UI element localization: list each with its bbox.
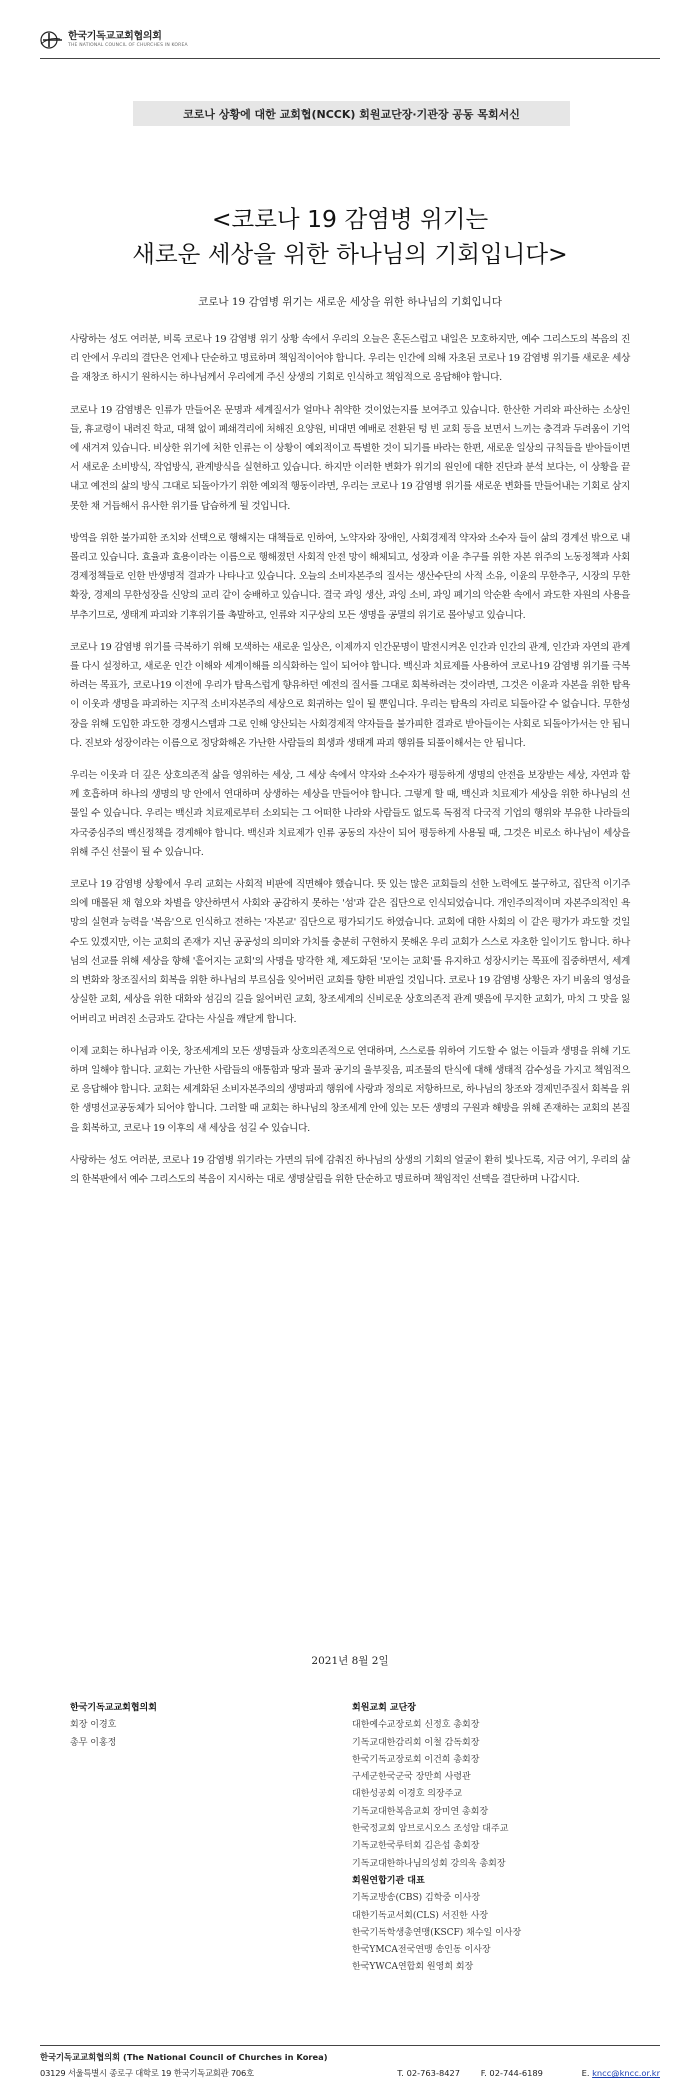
paragraph: 사랑하는 성도 여러분, 비록 코로나 19 감염병 위기 상황 속에서 우리의 오늘은 혼돈스럽고 내일은 모호하지만, 예수 그리스도의 복음의 진리 안에서 우리의 결단은 언제나 단순하고 명료하며 책임적이어야 합니다. 우리는 인간에 의해 자초된 코로나 19 감염병 위기를 새로운 세상을 재창조 하시기 원하시는 하나님께서 우리에게 주신 상생의 기회로 인식하고 책임적으로 응답해야 합니다. <box>70 334 630 384</box>
org-name: 한국기독교교회협의회 <box>68 30 162 42</box>
signatory: 회장 이경호 <box>70 1720 117 1731</box>
footer-address: 03129 서울특별시 종로구 대학로 19 한국기독교회관 706호 <box>40 2068 254 2078</box>
paragraph: 우리는 이웃과 더 깊은 상호의존적 삶을 영위하는 세상, 그 세상 속에서 약자와 소수자가 평등하게 생명의 안전을 보장받는 세상, 자연과 함께 호흡하며 하나의 생명의 망 안에서 연대하며 상생하는 세상을 만들어야 합니다. 그렇게 할 때, 백신과 치료제가 세상을 위한 하나님의 선물일 수 있습니다. 우리는 백신과 치료제로부터 소외되는 그 어떠한 나라와 사람들도 없도록 독점적 다국적 기업의 행위와 부유한 나라들의 자국중심주의 백신정책을 경계해야 합니다. 백신과 치료제가 인류 공동의 자산이 되어 평등하게 사용될 때, 그것은 비로소 하나님이 세상을 위해 주신 선물이 될 수 있습니다. <box>70 770 630 858</box>
signatory-heading-agencies: 회원연합기관 대표 <box>352 1875 425 1886</box>
letter-date: 2021년 8월 2일 <box>311 1655 389 1667</box>
paragraph: 코로나 19 감염병 상황에서 우리 교회는 사회적 비판에 직면해야 했습니다. 뜻 있는 많은 교회들의 선한 노력에도 불구하고, 집단적 이기주의에 매몰된 채 혐오와 차별을 양산하면서 사회와 공감하지 못하는 '섬'과 같은 집단으로 인식되었습니다. 개인주의적이며 자본주의적인 욕망의 실현과 능력을 '복음'으로 인식하고 전하는 '자본교' 집단으로 평가되기도 하였습니다. 교회에 대한 사회의 이 같은 평가가 과도할 것일 수도 있겠지만, 이는 교회의 존재가 지닌 공공성의 의미와 가치를 충분히 구현하지 못해온 우리 교회가 스스로 자초한 일이기도 합니다. 하나님의 선교를 위해 세상을 향해 '흩어지는 교회'의 사명을 망각한 채, 제도화된 '모이는 교회'를 유지하고 성장시키는 목표에 집중하면서, 세계의 변화와 창조질서의 회복을 위한 하나님의 부르심을 잊어버린 교회를 향한 비판일 것입니다. 코로나 19 감염병 상황은 자기 비움의 영성을 상실한 교회, 세상을 위한 대화와 섬김의 길을 잃어버린 교회, 창조세계의 신비로운 상호의존적 관계 맺음에 무지한 교회가, 마치 그 맛을 잃어버리고 버려진 소금과도 같다는 사실을 깨닫게 합니다. <box>70 879 630 1025</box>
signatory: 대한예수교장로회 신정호 총회장 <box>352 1720 480 1731</box>
letter-banner: 코로나 상황에 대한 교회협(NCCK) 회원교단장·기관장 공동 목회서신 <box>133 101 570 126</box>
paragraph: 이제 교회는 하나님과 이웃, 창조세계의 모든 생명들과 상호의존적으로 연대하며, 스스로를 위하여 기도할 수 없는 이들과 생명을 위해 기도하며 일해야 합니다. 교회는 가난한 사람들의 애통함과 땅과 물과 공기의 울부짖음, 피조물의 탄식에 대해 생태적 감수성을 가지고 책임적으로 응답해야 합니다. 교회는 세계화된 소비자본주의의 생명파괴 행위에 사랑과 정의로 저항하므로, 하나님의 창조와 경제민주질서 회복을 위한 생명선교공동체가 되어야 합니다. 그러할 때 교회는 하나님의 창조세계 안에 있는 모든 생명의 구원과 해방을 위해 존재하는 교회의 본질을 회복하고, 코로나 19 이후의 새 세상을 섬길 수 있습니다. <box>70 1045 630 1134</box>
signatory: 기독교대한감리회 이철 감독회장 <box>352 1737 480 1748</box>
footer-email-label: E. <box>581 2068 590 2078</box>
footer-fax: F. 02-744-6189 <box>480 2068 543 2078</box>
org-name-en: THE NATIONAL COUNCIL OF CHURCHES IN KOREA <box>68 42 188 48</box>
footer-email-group <box>564 2068 660 2078</box>
signatory: 기독교대한복음교회 장미연 총회장 <box>352 1806 489 1817</box>
subtitle: 코로나 19 감염병 위기는 새로운 세상을 위한 하나님의 기회입니다 <box>198 296 502 308</box>
signatory: 총무 이홍정 <box>70 1737 117 1748</box>
header-divider <box>40 58 660 59</box>
signatory: 대한성공회 이경호 의장주교 <box>352 1789 463 1800</box>
footer-org-name: 한국기독교교회협의회 (The National Council of Churches in Korea) <box>40 2052 328 2062</box>
footer-tel: T. 02-763-8427 <box>397 2068 461 2078</box>
footer-divider <box>40 2045 660 2046</box>
ncck-logo <box>40 30 188 50</box>
signatory: 한국YMCA전국연맹 송인동 이사장 <box>352 1945 491 1956</box>
main-title-line-2: 새로운 세상을 위한 하나님의 기회입니다> <box>132 240 568 268</box>
paragraph: 코로나 19 감염병 위기를 극복하기 위해 모색하는 새로운 일상은, 이제까지 인간문명이 발전시켜온 인간과 인간의 관계, 인간과 자연의 관계를 다시 설정하고, 새로운 인간 이해와 세계이해를 의식화하는 일이 되어야 합니다. 백신과 치료제를 사용하여 코로나19 감염병 위기를 극복하려는 목표가, 코로나19 이전에 우리가 탐욕스럽게 향유하던 예전의 질서를 그대로 회복하려는 것이라면, 그것은 이윤과 자본을 위한 탐욕이 이웃과 생명을 파괴하는 지구적 소비자본주의 세상으로 회귀하는 일이 될 뿐입니다. 우리는 탐욕의 자리로 되돌아갈 수 없습니다. 무한성장을 위해 도입한 과도한 경쟁시스템과 그로 인해 양산되는 사회경제적 약자들을 불가피한 결과로 받아들이는 사회로 되돌아가서는 안 됩니다. 진보와 성장이라는 이름으로 정당화해온 가난한 사람들의 희생과 생태계 파괴 행위를 되풀이해서는 안 됩니다. <box>70 641 630 749</box>
signatory: 대한기독교서회(CLS) 서진한 사장 <box>352 1910 489 1921</box>
main-title-line-1: <코로나 19 감염병 위기는 <box>211 205 489 233</box>
signatory: 구세군한국군국 장만희 사령관 <box>352 1772 471 1783</box>
signatory: 한국기독학생총연맹(KSCF) 채수일 이사장 <box>352 1927 522 1938</box>
paragraph: 방역을 위한 불가피한 조치와 선택으로 행해지는 대책들로 인하여, 노약자와 장애인, 사회경제적 약자와 소수자 들이 삶의 경계선 밖으로 내몰리고 있습니다. 효율과 효용이라는 이름으로 행해졌던 사회적 안전 망이 해체되고, 성장과 이윤 추구를 위한 자본 위주의 노동정책과 사회경제정책들로 인한 반생명적 결과가 나타나고 있습니다. 오늘의 소비자본주의 질서는 생산수단의 사적 소유, 이윤의 무한추구, 시장의 무한확장, 경제의 무한성장을 신앙의 교리 같이 숭배하고 있습니다. 결국 과잉 생산, 과잉 소비, 과잉 폐기의 악순환 속에서 과도한 자원의 사용을 부추기므로, 생태계 파괴와 기후위기를 촉발하고, 인류와 지구상의 모든 생명을 공멸의 위기로 몰아넣고 있습니다. <box>70 532 630 621</box>
paragraph: 사랑하는 성도 여러분, 코로나 19 감염병 위기라는 가면의 뒤에 감춰진 하나님의 상생의 기회의 얼굴이 환히 빛나도록, 지금 여기, 우리의 삶의 한복판에서 예수 그리스도의 복음이 지시하는 대로 생명살림을 위한 단순하고 명료하며 책임적인 선택을 결단하며 나갑시다. <box>70 1154 630 1185</box>
footer-email-link[interactable]: kncc@kncc.or.kr <box>592 2068 660 2078</box>
signatory: 한국YWCA연합회 원영희 회장 <box>352 1962 474 1973</box>
signatory-heading: 한국기독교교회협의회 <box>70 1703 157 1713</box>
letter-body <box>70 330 630 1202</box>
signatory: 기독교한국루터회 김은섭 총회장 <box>352 1841 480 1852</box>
footer <box>40 2050 660 2080</box>
ncck-cross-logo-icon <box>40 30 64 50</box>
signatory: 기독교대한하나님의성회 강의욱 총회장 <box>352 1858 506 1869</box>
signatory-heading: 회원교회 교단장 <box>352 1703 416 1713</box>
paragraph: 코로나 19 감염병은 인류가 만들어온 문명과 세계질서가 얼마나 취약한 것이었는지를 보여주고 있습니다. 한산한 거리와 파산하는 소상인들, 휴교령이 내려진 학교, 대책 없이 폐쇄격리에 처해진 요양원, 비대면 예배로 전환된 텅 빈 교회 등을 보면서 느끼는 충격과 두려움이 기억에 새겨져 있습니다. 비상한 위기에 처한 인류는 이 상황이 예외적이고 특별한 것이 되기를 바라는 한편, 새로운 일상의 규칙들을 받아들이면서 새로운 소비방식, 작업방식, 관계방식을 실현하고 있습니다. 하지만 이러한 변화가 위기의 원인에 대한 진단과 분석 보다는, 이 상황을 끝내고 예전의 삶의 방식 그대로 되돌아가기 위한 예외적 행동이라면, 우리는 코로나 19 감염병 위기를 새로운 변화를 만들어내는 기회로 삼지 못한 채 거듭해서 유사한 위기를 답습하게 될 것입니다. <box>70 404 630 512</box>
signatory: 한국기독교장로회 이건희 총회장 <box>352 1754 480 1765</box>
signatories-members <box>352 1700 521 1977</box>
signatory: 한국정교회 암브로시오스 조성암 대주교 <box>352 1824 509 1835</box>
main-title <box>40 202 660 272</box>
signatories-ncck <box>70 1700 157 1752</box>
signatory: 기독교방송(CBS) 김학중 이사장 <box>352 1893 481 1904</box>
